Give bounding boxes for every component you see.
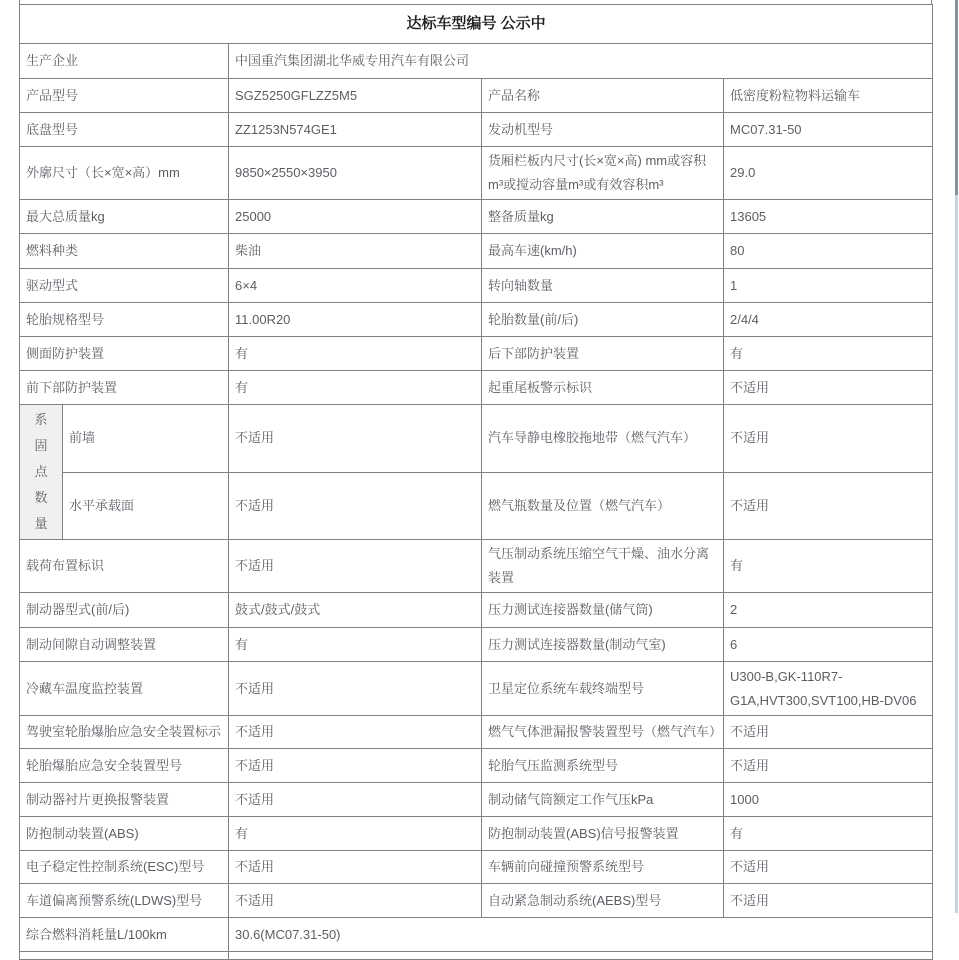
spec-value: 2/4/4	[724, 303, 933, 337]
tiedown-group-header-text: 系固点数量	[34, 412, 48, 531]
spec-label: 侧面防护装置	[20, 337, 229, 371]
spec-value: 不适用	[229, 749, 482, 783]
spec-label: 轮胎规格型号	[20, 303, 229, 337]
spec-label: 压力测试连接器数量(制动气室)	[482, 628, 724, 662]
table-row	[20, 234, 933, 269]
table-row	[20, 472, 933, 540]
table-row	[20, 337, 933, 371]
spec-value: 不适用	[229, 884, 482, 918]
table-row	[20, 628, 933, 662]
spec-value: 不适用	[229, 472, 482, 540]
spec-value: U300-B,GK-110R7-G1A,HVT300,SVT100,HB-DV06	[724, 662, 933, 716]
spec-label: 载荷布置标识	[20, 540, 229, 593]
spec-value: 不适用	[724, 472, 933, 540]
spec-value: 不适用	[229, 662, 482, 716]
spec-value: SGZ5250GFLZZ5M5	[229, 79, 482, 113]
spec-label: 前下部防护装置	[20, 371, 229, 405]
spec-value: 不适用	[229, 540, 482, 593]
spec-label: 产品名称	[482, 79, 724, 113]
spec-value: 鼓式/鼓式/鼓式	[229, 593, 482, 628]
table-row	[20, 884, 933, 918]
spec-value: 1000	[724, 783, 933, 817]
spec-label: 最高车速(km/h)	[482, 234, 724, 269]
spec-label: 卫星定位系统车载终端型号	[482, 662, 724, 716]
spec-value: 有	[229, 371, 482, 405]
spec-label: 燃料种类	[20, 234, 229, 269]
spec-value: 有	[724, 540, 933, 593]
tiedown-group-header	[20, 405, 63, 540]
spec-value: 有	[724, 337, 933, 371]
spec-value: 有	[229, 628, 482, 662]
spec-label: 综合燃料消耗量L/100km	[20, 918, 229, 952]
spec-value: 中国重汽集团湖北华威专用汽车有限公司	[229, 44, 933, 79]
spec-label: 底盘型号	[20, 113, 229, 147]
spec-label: 驾驶室轮胎爆胎应急安全装置标示	[20, 716, 229, 749]
spec-value: 9850×2550×3950	[229, 147, 482, 200]
spec-value: 13605	[724, 200, 933, 234]
spec-value: 29.0	[724, 147, 933, 200]
spec-value: 6	[724, 628, 933, 662]
spec-label: 轮胎气压监测系统型号	[482, 749, 724, 783]
vehicle-spec-table	[19, 4, 933, 960]
spec-value: 不适用	[229, 783, 482, 817]
spec-value: 30.6(MC07.31-50)	[229, 918, 933, 952]
spec-value: 有	[229, 337, 482, 371]
spec-label: 制动储气筒额定工作气压kPa	[482, 783, 724, 817]
spec-label: 车辆前向碰撞预警系统型号	[482, 851, 724, 884]
spec-label: 燃气瓶数量及位置（燃气汽车）	[482, 472, 724, 540]
table-row	[20, 662, 933, 716]
spec-label: 整备质量kg	[482, 200, 724, 234]
table-row	[20, 405, 933, 473]
spec-sublabel: 前墙	[63, 405, 229, 473]
spec-label: 防抱制动装置(ABS)	[20, 817, 229, 851]
spec-value: 不适用	[724, 851, 933, 884]
spec-value: 低密度粉粒物料运输车	[724, 79, 933, 113]
table-row	[20, 44, 933, 79]
spec-label: 发动机型号	[482, 113, 724, 147]
spec-label: 转向轴数量	[482, 269, 724, 303]
table-row-partial	[20, 952, 933, 960]
spec-label: 防抱制动装置(ABS)信号报警装置	[482, 817, 724, 851]
spec-sublabel: 水平承载面	[63, 472, 229, 540]
spec-value: 柴油	[229, 234, 482, 269]
spec-value: MC07.31-50	[724, 113, 933, 147]
table-row	[20, 817, 933, 851]
spec-label: 产品型号	[20, 79, 229, 113]
table-row	[20, 783, 933, 817]
spec-label: 轮胎爆胎应急安全装置型号	[20, 749, 229, 783]
spec-label: 制动器型式(前/后)	[20, 593, 229, 628]
spec-label: 轮胎数量(前/后)	[482, 303, 724, 337]
table-row	[20, 749, 933, 783]
spec-label: 最大总质量kg	[20, 200, 229, 234]
spec-label: 生产企业	[20, 44, 229, 79]
table-row	[20, 371, 933, 405]
table-row	[20, 113, 933, 147]
spec-value: 不适用	[724, 371, 933, 405]
spec-label: 自动紧急制动系统(AEBS)型号	[482, 884, 724, 918]
spec-label: 驱动型式	[20, 269, 229, 303]
spec-value: 不适用	[724, 405, 933, 473]
spec-label: 气压制动系统压缩空气干燥、油水分离装置	[482, 540, 724, 593]
table-row	[20, 540, 933, 593]
table-row	[20, 200, 933, 234]
spec-value: 不适用	[724, 749, 933, 783]
spec-value: 25000	[229, 200, 482, 234]
spec-label: 燃气气体泄漏报警装置型号（燃气汽车）	[482, 716, 724, 749]
table-row	[20, 5, 933, 44]
spec-value: 不适用	[724, 716, 933, 749]
spec-label: 冷藏车温度监控装置	[20, 662, 229, 716]
spec-value: 不适用	[229, 851, 482, 884]
spec-value: 1	[724, 269, 933, 303]
table-row	[20, 716, 933, 749]
spec-label	[20, 952, 229, 960]
spec-value: 不适用	[229, 405, 482, 473]
spec-label: 汽车导静电橡胶拖地带（燃气汽车）	[482, 405, 724, 473]
spec-label: 电子稳定性控制系统(ESC)型号	[20, 851, 229, 884]
spec-label: 车道偏离预警系统(LDWS)型号	[20, 884, 229, 918]
spec-label: 制动间隙自动调整装置	[20, 628, 229, 662]
table-row	[20, 147, 933, 200]
spec-value: 不适用	[724, 884, 933, 918]
spec-label: 制动器衬片更换报警装置	[20, 783, 229, 817]
spec-value: 有	[724, 817, 933, 851]
spec-value: 11.00R20	[229, 303, 482, 337]
spec-value: 80	[724, 234, 933, 269]
page-title: 达标车型编号 公示中	[20, 5, 933, 44]
spec-label: 货厢栏板内尺寸(长×宽×高) mm或容积m³或搅动容量m³或有效容积m³	[482, 147, 724, 200]
scrollbar[interactable]	[955, 0, 958, 913]
spec-label: 起重尾板警示标识	[482, 371, 724, 405]
table-row	[20, 918, 933, 952]
table-row	[20, 851, 933, 884]
table-row	[20, 593, 933, 628]
spec-label: 压力测试连接器数量(储气筒)	[482, 593, 724, 628]
spec-value	[229, 952, 933, 960]
spec-value: 不适用	[229, 716, 482, 749]
scrollbar-thumb[interactable]	[955, 0, 958, 195]
spec-value: ZZ1253N574GE1	[229, 113, 482, 147]
spec-label: 后下部防护装置	[482, 337, 724, 371]
table-row	[20, 79, 933, 113]
spec-value: 2	[724, 593, 933, 628]
table-row	[20, 269, 933, 303]
table-row	[20, 303, 933, 337]
spec-value: 有	[229, 817, 482, 851]
spec-value: 6×4	[229, 269, 482, 303]
spec-label: 外廓尺寸（长×宽×高）mm	[20, 147, 229, 200]
